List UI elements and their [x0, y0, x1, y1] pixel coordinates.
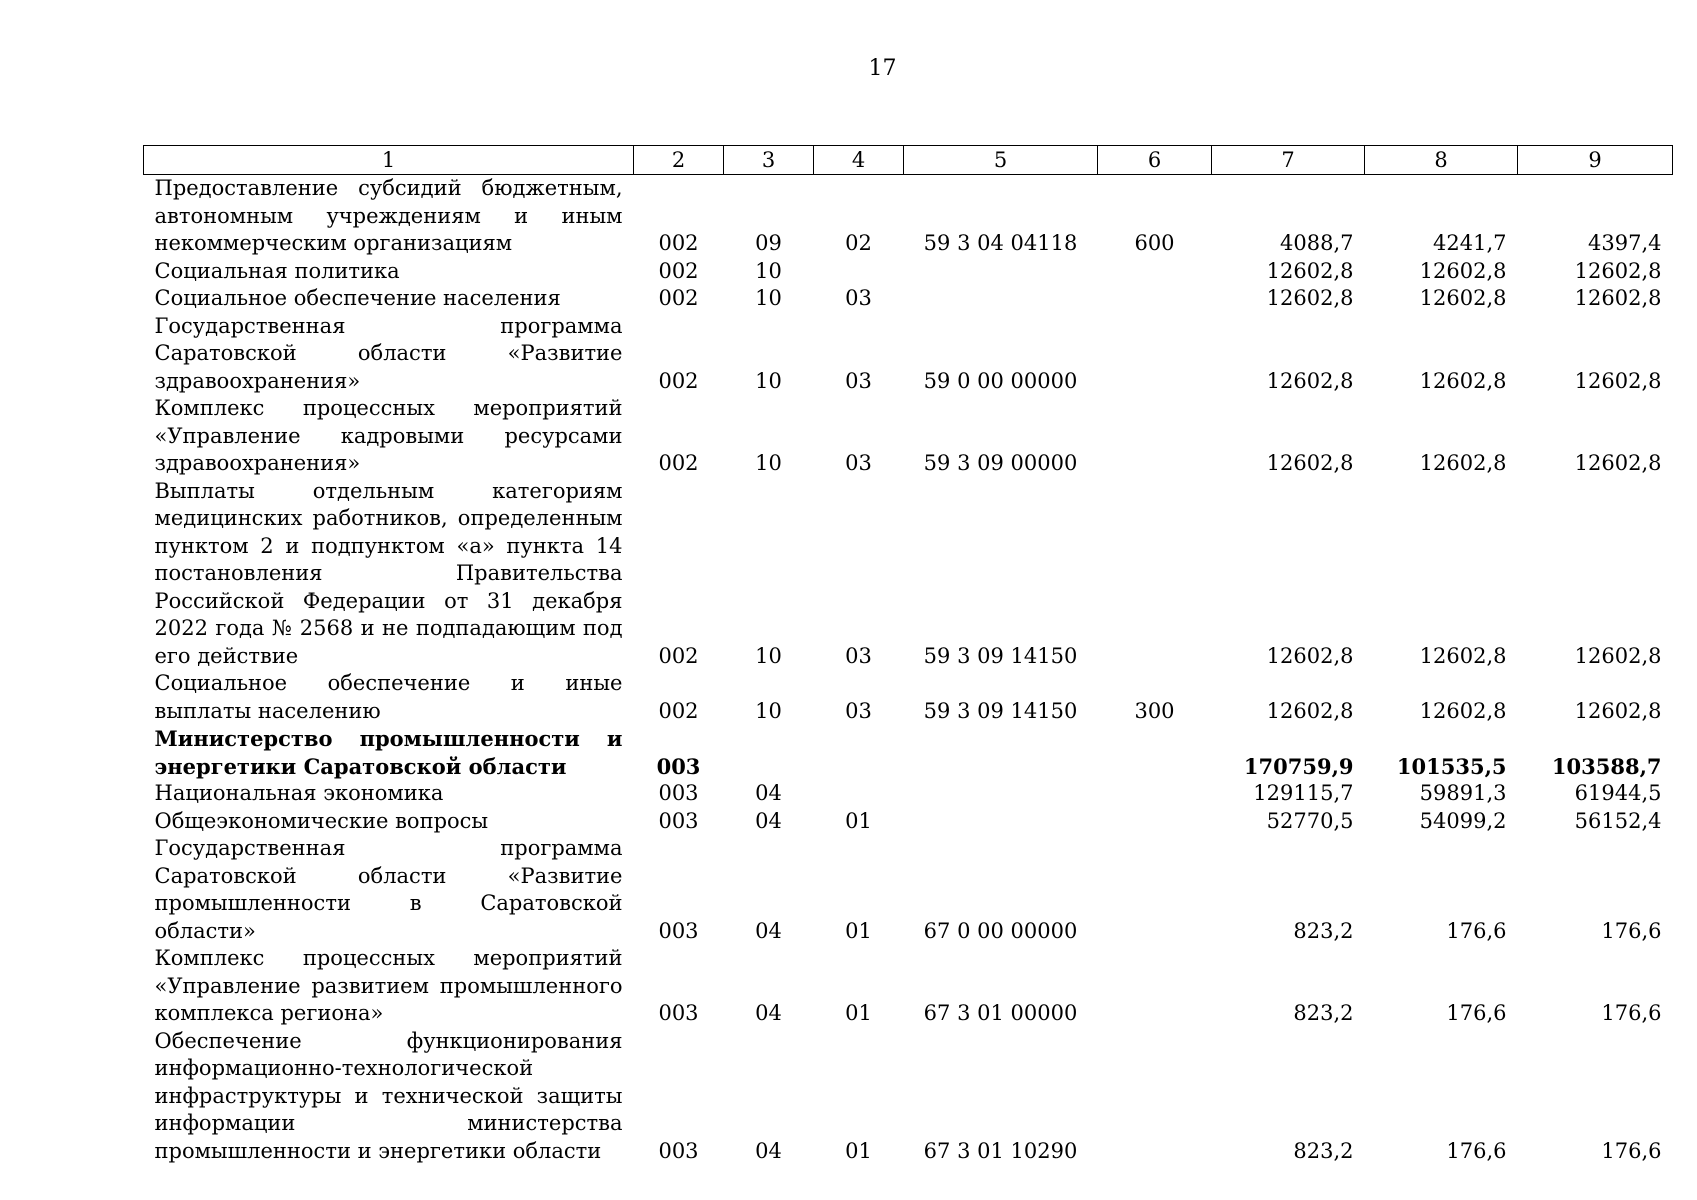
cell-col-5: 67 3 01 00000	[923, 1001, 1078, 1025]
cell-col-8: 59891,3	[1419, 781, 1507, 805]
cell-col-5: 67 3 01 10290	[923, 1138, 1078, 1163]
cell-col-8: 12602,8	[1419, 368, 1507, 393]
row-name: Общеэкономические вопросы	[154, 808, 489, 833]
row-name: Социальное обеспечение и иные выплаты населению	[154, 671, 623, 723]
table-row	[144, 478, 1673, 671]
cell-col-7: 12602,8	[1266, 368, 1354, 393]
cell-col-9: 4397,4	[1588, 231, 1662, 255]
row-name: Государственная программа Саратовской области «Развитие промышленности в Саратовской области»	[154, 836, 623, 943]
table-row	[144, 835, 1673, 945]
column-header: 4	[814, 146, 904, 175]
cell-col-9: 12602,8	[1574, 258, 1662, 283]
cell-col-6: 300	[1134, 698, 1175, 723]
cell-col-6	[1098, 808, 1212, 836]
cell-col-5	[904, 258, 1098, 286]
cell-col-3: 10	[755, 698, 782, 723]
cell-col-4: 02	[845, 231, 872, 255]
cell-col-7: 12602,8	[1266, 451, 1354, 475]
cell-col-6	[1098, 313, 1212, 396]
cell-col-4: 01	[845, 1138, 872, 1163]
row-name: Комплекс процессных мероприятий «Управление кадровыми ресурсами здравоохранения»	[154, 396, 623, 475]
cell-col-3: 10	[755, 451, 782, 475]
cell-col-9: 103588,7	[1551, 753, 1662, 779]
cell-col-8: 176,6	[1446, 1001, 1507, 1025]
cell-col-5: 59 3 04 04118	[923, 231, 1078, 255]
cell-col-4: 03	[845, 286, 872, 310]
cell-col-5: 67 0 00 00000	[923, 918, 1078, 943]
cell-col-2: 002	[658, 698, 699, 723]
cell-col-2: 002	[658, 643, 699, 668]
cell-col-8: 54099,2	[1419, 808, 1507, 833]
page-number: 17	[868, 56, 897, 81]
table-row	[144, 945, 1673, 1028]
column-header: 8	[1365, 146, 1518, 175]
table-row	[144, 313, 1673, 396]
column-header: 7	[1212, 146, 1365, 175]
cell-col-4: 03	[845, 643, 872, 668]
cell-col-6	[1098, 1028, 1212, 1166]
cell-col-4: 01	[845, 918, 872, 943]
cell-col-4: 03	[845, 698, 872, 723]
column-header: 1	[144, 146, 634, 175]
cell-col-2: 002	[658, 258, 699, 283]
cell-col-3: 10	[755, 643, 782, 668]
cell-col-6	[1098, 725, 1212, 780]
cell-col-9: 176,6	[1601, 918, 1662, 943]
table-row	[144, 670, 1673, 725]
column-header: 5	[904, 146, 1098, 175]
column-header: 2	[634, 146, 724, 175]
cell-col-2: 003	[658, 1001, 699, 1025]
cell-col-3: 04	[755, 1138, 782, 1163]
cell-col-6: 600	[1134, 231, 1175, 255]
cell-col-4: 03	[845, 451, 872, 475]
cell-col-8: 12602,8	[1419, 643, 1507, 668]
cell-col-3: 04	[755, 918, 782, 943]
cell-col-9: 176,6	[1601, 1001, 1662, 1025]
cell-col-8: 12602,8	[1419, 698, 1507, 723]
cell-col-2: 003	[658, 1138, 699, 1163]
cell-col-7: 12602,8	[1266, 698, 1354, 723]
row-name: Комплекс процессных мероприятий «Управление развитием промышленного комплекса региона»	[154, 946, 623, 1025]
cell-col-2: 002	[658, 368, 699, 393]
cell-col-2: 002	[658, 231, 699, 255]
cell-col-5: 59 3 09 14150	[923, 643, 1078, 668]
cell-col-4	[814, 780, 904, 808]
cell-col-6	[1098, 285, 1212, 313]
cell-col-5	[904, 285, 1098, 313]
cell-col-8: 176,6	[1446, 918, 1507, 943]
cell-col-2: 002	[658, 451, 699, 475]
cell-col-5: 59 0 00 00000	[923, 368, 1078, 393]
cell-col-2: 003	[658, 918, 699, 943]
row-name: Обеспечение функционирования информационно-технологической инфраструктуры и технической защиты информации министерства промышленности и энергетики области	[154, 1028, 623, 1163]
cell-col-7: 12602,8	[1266, 643, 1354, 668]
cell-col-4: 01	[845, 808, 872, 833]
cell-col-5	[904, 780, 1098, 808]
row-name: Социальное обеспечение населения	[154, 286, 561, 310]
cell-col-8: 4241,7	[1433, 231, 1507, 255]
cell-col-6	[1098, 478, 1212, 671]
cell-col-2: 002	[658, 286, 699, 310]
cell-col-4	[814, 725, 904, 780]
cell-col-4: 01	[845, 1001, 872, 1025]
table-row	[144, 285, 1673, 313]
cell-col-7: 12602,8	[1266, 258, 1354, 283]
table-row	[144, 808, 1673, 836]
cell-col-5	[904, 808, 1098, 836]
cell-col-5: 59 3 09 00000	[923, 451, 1078, 475]
cell-col-5	[904, 725, 1098, 780]
column-header: 6	[1098, 146, 1212, 175]
cell-col-7: 52770,5	[1266, 808, 1354, 833]
cell-col-6	[1098, 780, 1212, 808]
cell-col-4: 03	[845, 368, 872, 393]
table-header-row	[144, 146, 1673, 175]
cell-col-9: 12602,8	[1574, 286, 1662, 310]
cell-col-9: 12602,8	[1574, 451, 1662, 475]
column-header: 3	[724, 146, 814, 175]
row-name: Социальная политика	[154, 258, 400, 283]
cell-col-5: 59 3 09 14150	[923, 698, 1078, 723]
cell-col-7: 12602,8	[1266, 286, 1354, 310]
row-name: Предоставление субсидий бюджетным, автономным учреждениям и иным некоммерческим организациям	[154, 176, 623, 255]
cell-col-3: 04	[755, 1001, 782, 1025]
cell-col-7: 4088,7	[1280, 231, 1354, 255]
cell-col-8: 176,6	[1446, 1138, 1507, 1163]
cell-col-9: 61944,5	[1574, 781, 1662, 805]
cell-col-7: 170759,9	[1243, 753, 1354, 779]
cell-col-2: 003	[658, 808, 699, 833]
cell-col-9: 12602,8	[1574, 643, 1662, 668]
row-name: Национальная экономика	[154, 781, 444, 805]
row-name: Государственная программа Саратовской области «Развитие здравоохранения»	[154, 313, 623, 393]
cell-col-6	[1098, 835, 1212, 945]
table-row	[144, 780, 1673, 808]
budget-table	[143, 145, 1673, 1165]
cell-col-6	[1098, 945, 1212, 1028]
cell-col-7: 823,2	[1293, 1001, 1354, 1025]
cell-col-3: 10	[755, 368, 782, 393]
cell-col-3: 04	[755, 808, 782, 833]
table-row	[144, 1028, 1673, 1166]
table-row	[144, 725, 1673, 780]
cell-col-9: 176,6	[1601, 1138, 1662, 1163]
cell-col-8: 12602,8	[1419, 451, 1507, 475]
cell-col-3: 09	[755, 231, 782, 255]
cell-col-2: 003	[656, 753, 701, 779]
cell-col-9: 12602,8	[1574, 698, 1662, 723]
cell-col-3	[724, 725, 814, 780]
cell-col-3: 10	[755, 258, 782, 283]
cell-col-8: 101535,5	[1396, 753, 1507, 779]
table-body	[144, 175, 1673, 1166]
cell-col-6	[1098, 395, 1212, 478]
cell-col-3: 04	[755, 781, 782, 805]
cell-col-7: 823,2	[1293, 918, 1354, 943]
cell-col-8: 12602,8	[1419, 286, 1507, 310]
table-row	[144, 395, 1673, 478]
cell-col-7: 823,2	[1293, 1138, 1354, 1163]
row-name: Министерство промышленности и энергетики Саратовской области	[154, 726, 623, 779]
row-name: Выплаты отдельным категориям медицинских работников, определенным пунктом 2 и подпунктом «а» пункта 14 постановления Правительства Российской Федерации от 31 декабря 2022 года № 2568 и не подпадающим под его действие	[154, 478, 623, 668]
table-row	[144, 258, 1673, 286]
table-row	[144, 175, 1673, 258]
cell-col-6	[1098, 258, 1212, 286]
cell-col-3: 10	[755, 286, 782, 310]
cell-col-9: 56152,4	[1574, 808, 1662, 833]
cell-col-9: 12602,8	[1574, 368, 1662, 393]
column-header: 9	[1518, 146, 1673, 175]
cell-col-8: 12602,8	[1419, 258, 1507, 283]
cell-col-2: 003	[658, 781, 699, 805]
cell-col-7: 129115,7	[1253, 781, 1354, 805]
cell-col-4	[814, 258, 904, 286]
